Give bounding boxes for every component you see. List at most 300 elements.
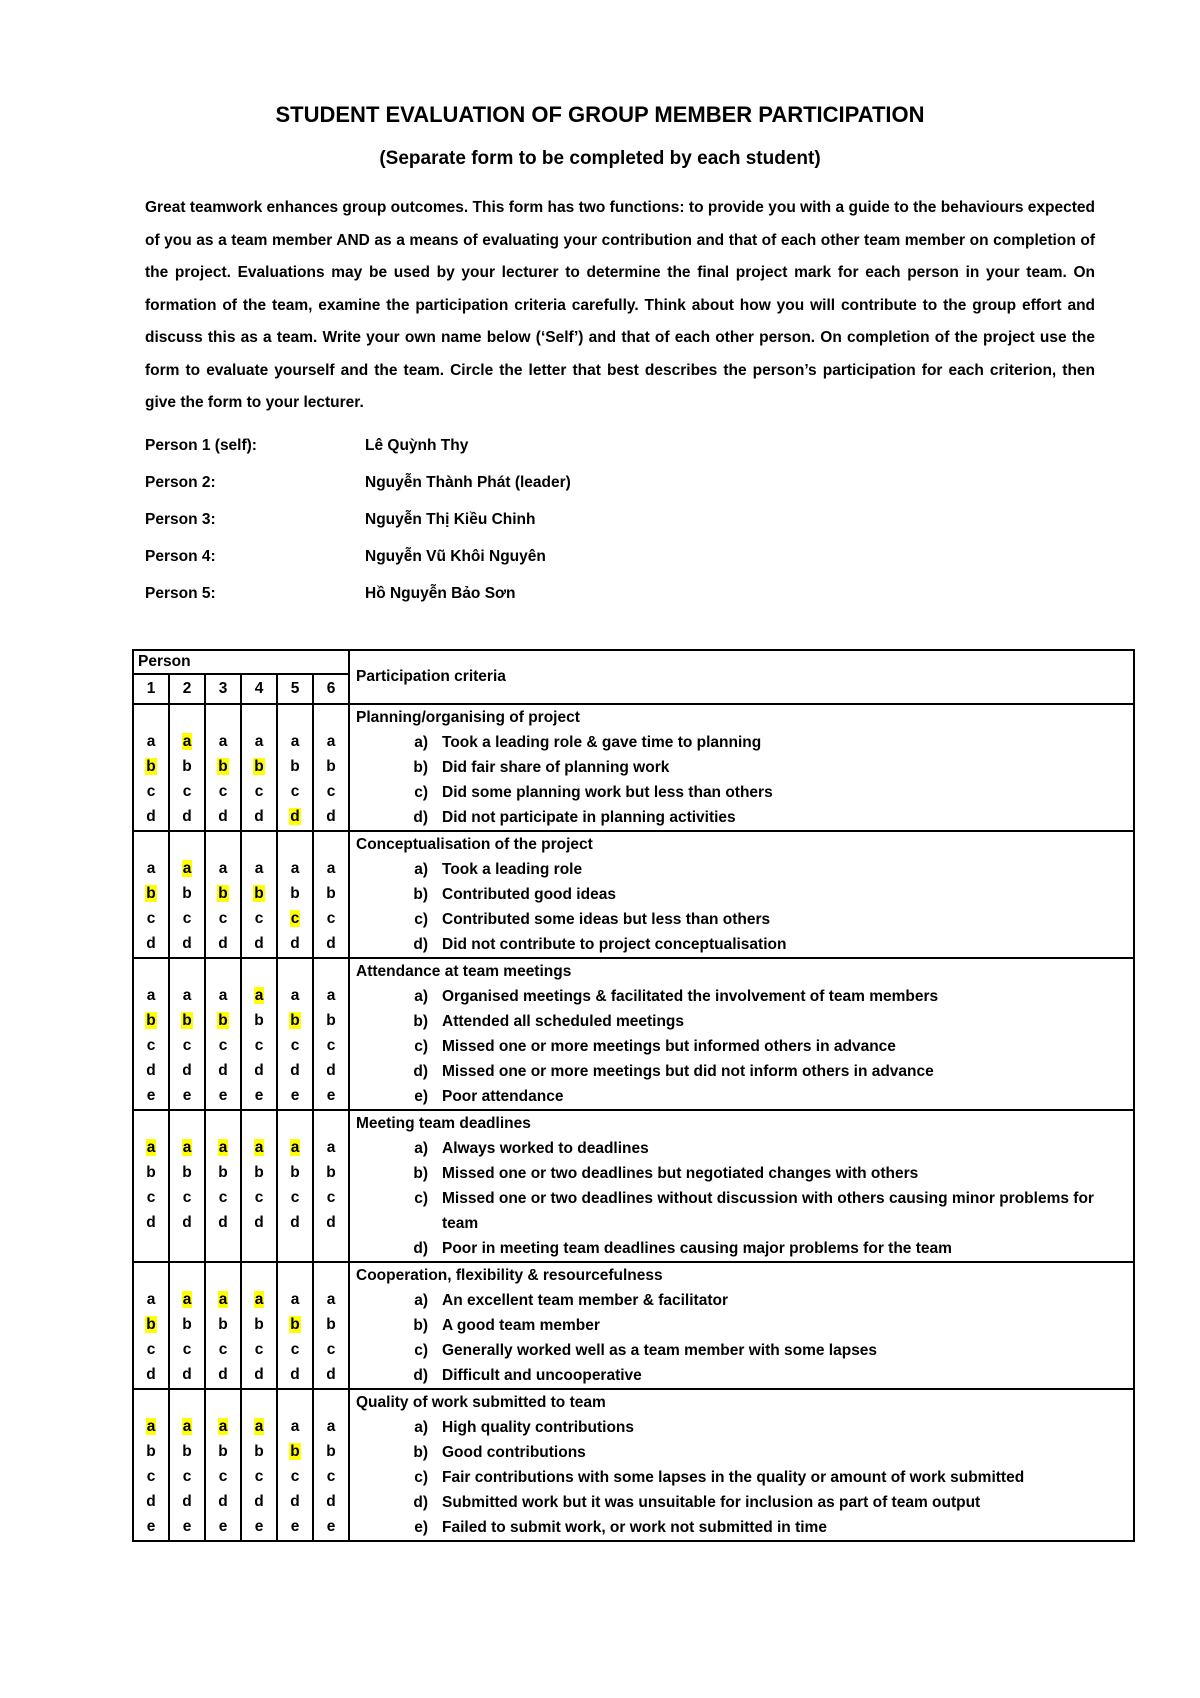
rating-letter-option[interactable]: [278, 1514, 312, 1539]
rating-letter-option[interactable]: [242, 931, 276, 956]
rating-letter-option[interactable]: [242, 1083, 276, 1108]
rating-letter-option[interactable]: [134, 1083, 168, 1108]
person-label: Person 3:: [145, 511, 216, 528]
rating-letter-option[interactable]: [134, 856, 168, 881]
rating-letter-option[interactable]: [170, 1210, 204, 1235]
rating-letter-selected[interactable]: [134, 754, 168, 779]
rating-letter-option[interactable]: [134, 1362, 168, 1387]
criterion-row: [133, 1110, 1134, 1262]
criterion-option: [356, 984, 1133, 1009]
rating-letter-option[interactable]: [206, 1210, 240, 1235]
rating-column-person-1: [133, 1110, 169, 1262]
rating-letter-selected[interactable]: [278, 906, 312, 931]
criterion-option: [356, 1084, 1133, 1109]
rating-letter-option[interactable]: [278, 754, 312, 779]
rating-column-person-1: [133, 1389, 169, 1541]
rating-letter: d: [326, 935, 336, 952]
rating-letter-option[interactable]: [170, 779, 204, 804]
option-text: Contributed some ideas but less than others: [442, 911, 771, 928]
rating-letter: a: [326, 733, 336, 750]
rating-letter-option[interactable]: [278, 1210, 312, 1235]
rating-letter-option[interactable]: [278, 1058, 312, 1083]
rating-letter-option[interactable]: [314, 1287, 348, 1312]
rating-letter-selected[interactable]: [242, 1287, 276, 1312]
rating-letter-option[interactable]: [278, 1160, 312, 1185]
rating-letter-selected[interactable]: [242, 881, 276, 906]
option-letter: d): [413, 1063, 428, 1080]
rating-letter-selected[interactable]: [242, 754, 276, 779]
criterion-option: [356, 1236, 1133, 1261]
rating-letter: d: [218, 808, 228, 825]
rating-letter: c: [218, 1189, 228, 1206]
option-letter: d): [413, 1367, 428, 1384]
rating-letter-option[interactable]: [314, 906, 348, 931]
rating-letter-selected[interactable]: [170, 1008, 204, 1033]
rating-column-person-4: [241, 958, 277, 1110]
rating-letter-option[interactable]: [314, 729, 348, 754]
rating-letter-option[interactable]: [206, 804, 240, 829]
rating-letter-option[interactable]: [314, 1083, 348, 1108]
rating-letter: c: [290, 1037, 300, 1054]
table-header-row: [133, 650, 1134, 674]
rating-letter: b: [326, 758, 336, 775]
rating-letter-option[interactable]: [170, 931, 204, 956]
rating-letter: a: [290, 1139, 300, 1156]
person-label: Person 1 (self):: [145, 437, 257, 454]
rating-letter-option[interactable]: [170, 1514, 204, 1539]
rating-letter-option[interactable]: [170, 1464, 204, 1489]
rating-letter-option[interactable]: [314, 1439, 348, 1464]
rating-letter: a: [182, 987, 192, 1004]
rating-letter: b: [218, 1012, 228, 1029]
rating-letter-option[interactable]: [242, 1514, 276, 1539]
option-letter: b): [413, 1013, 428, 1030]
rating-letter: a: [182, 1418, 192, 1435]
rating-letter-selected[interactable]: [278, 1135, 312, 1160]
criterion-option: [356, 1363, 1133, 1388]
rating-letter-option[interactable]: [314, 1033, 348, 1058]
rating-letter-option[interactable]: [134, 1287, 168, 1312]
rating-letter-option[interactable]: [278, 1362, 312, 1387]
rating-column-person-6: [313, 1262, 349, 1389]
rating-letter-option[interactable]: [170, 1489, 204, 1514]
option-text: Missed one or more meetings but informed others in advance: [442, 1038, 896, 1055]
person-header: Person: [133, 650, 349, 674]
rating-letter-option[interactable]: [278, 1083, 312, 1108]
rating-letter-option[interactable]: [314, 1414, 348, 1439]
rating-letter-selected[interactable]: [206, 1414, 240, 1439]
rating-letter-option[interactable]: [170, 983, 204, 1008]
rating-letter: d: [146, 1214, 156, 1231]
person-name: Nguyễn Thành Phát (leader): [365, 474, 571, 491]
rating-letter-option[interactable]: [134, 1464, 168, 1489]
person-number-2: 2: [169, 674, 205, 704]
criterion-row: [133, 1262, 1134, 1389]
rating-letter-option[interactable]: [314, 1489, 348, 1514]
rating-letter-option[interactable]: [134, 1058, 168, 1083]
rating-letter: d: [290, 808, 300, 825]
rating-letter-option[interactable]: [170, 804, 204, 829]
rating-letter: d: [182, 808, 192, 825]
rating-letter-option[interactable]: [134, 906, 168, 931]
rating-letter-option[interactable]: [314, 931, 348, 956]
option-letter: a): [414, 861, 428, 878]
option-text: Failed to submit work, or work not submitted in time: [442, 1519, 827, 1536]
criterion-option: [356, 857, 1133, 882]
rating-letter-option[interactable]: [170, 1439, 204, 1464]
rating-letter-option[interactable]: [170, 1312, 204, 1337]
rating-letter-option[interactable]: [242, 856, 276, 881]
rating-letter: d: [182, 1493, 192, 1510]
rating-letter-option[interactable]: [242, 1439, 276, 1464]
rating-letter-option[interactable]: [314, 983, 348, 1008]
option-text: Did not participate in planning activities: [442, 809, 736, 826]
option-letter: c): [414, 1342, 428, 1359]
rating-letter-option[interactable]: [278, 1464, 312, 1489]
rating-letter-option[interactable]: [314, 1058, 348, 1083]
rating-letter-selected[interactable]: [134, 1312, 168, 1337]
rating-letter-option[interactable]: [206, 1160, 240, 1185]
rating-letter: c: [254, 1189, 264, 1206]
rating-letter-option[interactable]: [134, 804, 168, 829]
rating-letter-option[interactable]: [242, 1464, 276, 1489]
criterion-option: [356, 907, 1133, 932]
rating-letter-selected[interactable]: [278, 1008, 312, 1033]
option-letter: a): [414, 1140, 428, 1157]
rating-letter-option[interactable]: [134, 1439, 168, 1464]
rating-letter: c: [146, 1468, 156, 1485]
rating-letter-option[interactable]: [170, 1058, 204, 1083]
rating-letter-option[interactable]: [242, 1489, 276, 1514]
rating-letter-option[interactable]: [278, 729, 312, 754]
option-text: Contributed good ideas: [442, 886, 616, 903]
rating-column-person-2: [169, 958, 205, 1110]
rating-letter-option[interactable]: [170, 881, 204, 906]
rating-letter-option[interactable]: [134, 1514, 168, 1539]
rating-letter: a: [254, 1291, 264, 1308]
rating-letter-option[interactable]: [206, 779, 240, 804]
rating-letter-selected[interactable]: [278, 1439, 312, 1464]
option-text: Did some planning work but less than others: [442, 784, 773, 801]
rating-letter-selected[interactable]: [170, 729, 204, 754]
rating-letter: d: [326, 1366, 336, 1383]
rating-letter-selected[interactable]: [170, 1414, 204, 1439]
rating-letter-option[interactable]: [206, 1439, 240, 1464]
rating-letter-option[interactable]: [242, 1058, 276, 1083]
person-number-4: 4: [241, 674, 277, 704]
rating-letter: a: [218, 860, 228, 877]
rating-letter-option[interactable]: [314, 1135, 348, 1160]
rating-letter-option[interactable]: [206, 1312, 240, 1337]
criterion-row: [133, 1389, 1134, 1541]
criterion-option: [356, 1059, 1133, 1084]
rating-letter: c: [254, 1468, 264, 1485]
rating-letter: c: [182, 783, 192, 800]
rating-letter: b: [326, 1012, 336, 1029]
rating-letter-option[interactable]: [278, 881, 312, 906]
rating-letter: b: [182, 1164, 192, 1181]
rating-column-person-4: [241, 831, 277, 958]
rating-letter-option[interactable]: [134, 1337, 168, 1362]
person-number-5: 5: [277, 674, 313, 704]
rating-letter-selected[interactable]: [170, 1287, 204, 1312]
rating-letter: c: [290, 910, 300, 927]
rating-letter-option[interactable]: [206, 1058, 240, 1083]
rating-letter-option[interactable]: [134, 1033, 168, 1058]
rating-letter-option[interactable]: [314, 1185, 348, 1210]
criterion-description: [349, 1389, 1134, 1541]
rating-letter: d: [182, 935, 192, 952]
rating-letter: e: [290, 1087, 300, 1104]
rating-letter: a: [254, 733, 264, 750]
rating-letter-selected[interactable]: [134, 881, 168, 906]
option-text: Good contributions: [442, 1444, 586, 1461]
criterion-title: Planning/organising of project: [356, 709, 580, 726]
rating-letter: b: [146, 885, 156, 902]
rating-column-person-3: [205, 958, 241, 1110]
rating-column-person-1: [133, 958, 169, 1110]
rating-letter-option[interactable]: [134, 1489, 168, 1514]
rating-letter-option[interactable]: [278, 779, 312, 804]
rating-letter-option[interactable]: [134, 931, 168, 956]
rating-letter-option[interactable]: [314, 856, 348, 881]
option-text: High quality contributions: [442, 1419, 635, 1436]
rating-letter: a: [254, 1418, 264, 1435]
rating-column-person-5: [277, 704, 313, 831]
criterion-option: [356, 1034, 1133, 1059]
rating-letter: d: [326, 1493, 336, 1510]
rating-letter-selected[interactable]: [206, 1008, 240, 1033]
rating-column-person-2: [169, 1262, 205, 1389]
rating-letter: d: [146, 935, 156, 952]
option-letter: c): [414, 1038, 428, 1055]
rating-letter-option[interactable]: [242, 906, 276, 931]
rating-letter-option[interactable]: [206, 1362, 240, 1387]
rating-letter: b: [146, 1164, 156, 1181]
rating-letter-option[interactable]: [278, 1287, 312, 1312]
criterion-description: [349, 1110, 1134, 1262]
rating-letter-option[interactable]: [242, 804, 276, 829]
rating-letter: b: [182, 1316, 192, 1333]
rating-letter-option[interactable]: [278, 931, 312, 956]
evaluation-table: [132, 649, 1135, 1542]
rating-letter-selected[interactable]: [134, 1008, 168, 1033]
rating-letter-option[interactable]: [278, 1337, 312, 1362]
rating-letter: c: [254, 783, 264, 800]
rating-letter-option[interactable]: [314, 1337, 348, 1362]
rating-letter-option[interactable]: [170, 1337, 204, 1362]
rating-letter: d: [290, 1366, 300, 1383]
rating-letter-option[interactable]: [170, 1160, 204, 1185]
rating-column-person-2: [169, 831, 205, 958]
rating-letter-option[interactable]: [170, 906, 204, 931]
rating-letter-option[interactable]: [242, 1362, 276, 1387]
rating-letter-option[interactable]: [242, 1160, 276, 1185]
option-text: Poor attendance: [442, 1088, 564, 1105]
option-text: Generally worked well as a team member with some lapses: [442, 1342, 878, 1359]
rating-letter: d: [146, 1366, 156, 1383]
rating-letter: c: [146, 910, 156, 927]
rating-column-person-6: [313, 1389, 349, 1541]
criterion-title: Quality of work submitted to team: [356, 1394, 606, 1411]
option-letter: b): [413, 759, 428, 776]
rating-letter-option[interactable]: [242, 1312, 276, 1337]
option-letter: d): [413, 936, 428, 953]
rating-letter: d: [326, 1214, 336, 1231]
rating-column-person-1: [133, 831, 169, 958]
rating-letter-option[interactable]: [134, 779, 168, 804]
rating-letter-option[interactable]: [206, 1514, 240, 1539]
rating-letter-option[interactable]: [170, 1033, 204, 1058]
rating-letter-option[interactable]: [242, 1210, 276, 1235]
rating-letter: d: [254, 935, 264, 952]
option-text: Took a leading role: [442, 861, 583, 878]
rating-letter: c: [326, 910, 336, 927]
rating-letter-selected[interactable]: [242, 983, 276, 1008]
rating-letter-option[interactable]: [314, 1464, 348, 1489]
option-text: Always worked to deadlines: [442, 1140, 649, 1157]
rating-letter-option[interactable]: [170, 1185, 204, 1210]
rating-letter: c: [146, 1189, 156, 1206]
rating-letter: b: [254, 885, 264, 902]
criterion-option: [356, 1440, 1133, 1465]
rating-letter-selected[interactable]: [206, 881, 240, 906]
rating-letter: b: [218, 885, 228, 902]
rating-letter-option[interactable]: [314, 1362, 348, 1387]
rating-letter-option[interactable]: [170, 1083, 204, 1108]
rating-letter-selected[interactable]: [134, 1414, 168, 1439]
rating-letter: d: [290, 1214, 300, 1231]
rating-letter-option[interactable]: [206, 931, 240, 956]
rating-letter-option[interactable]: [242, 1008, 276, 1033]
rating-letter-option[interactable]: [242, 1337, 276, 1362]
rating-letter-option[interactable]: [242, 1033, 276, 1058]
option-text: Difficult and uncooperative: [442, 1367, 642, 1384]
rating-letter-option[interactable]: [134, 729, 168, 754]
rating-letter-option[interactable]: [314, 881, 348, 906]
rating-letter-selected[interactable]: [170, 856, 204, 881]
rating-letter: b: [146, 1012, 156, 1029]
rating-letter: c: [290, 1341, 300, 1358]
rating-letter-option[interactable]: [206, 1185, 240, 1210]
rating-letter: b: [326, 1316, 336, 1333]
rating-letter-option[interactable]: [242, 779, 276, 804]
rating-column-person-4: [241, 704, 277, 831]
criterion-title: Conceptualisation of the project: [356, 836, 593, 853]
rating-letter-option[interactable]: [134, 1185, 168, 1210]
rating-letter-selected[interactable]: [206, 754, 240, 779]
rating-letter-option[interactable]: [278, 983, 312, 1008]
intro-paragraph: Great teamwork enhances group outcomes. This form has two functions: to provide you with a guide to the behaviours expected of you as a team member AND as a means of evaluating your contribution and that of each other team member on completion of the project. Evaluations may be used by your lecturer to determine the final project mark for each person in your team. On formation of the team, examine the participation criteria carefully. Think about how you will contribute to the group effort and discuss this as a team. Write your own name below (‘Self’) and that of each other person. On completion of the project use the form to evaluate yourself and the team. Circle the letter that best describes the person’s participation for each criterion, then give the form to your lecturer.: [145, 199, 1095, 411]
option-text: Did not contribute to project conceptualisation: [442, 936, 787, 953]
person-name: Hồ Nguyễn Bảo Sơn: [365, 585, 516, 602]
rating-letter: e: [254, 1518, 264, 1535]
rating-letter-selected[interactable]: [242, 1135, 276, 1160]
rating-letter-option[interactable]: [134, 1160, 168, 1185]
rating-letter-option[interactable]: [314, 1312, 348, 1337]
rating-letter: d: [218, 1214, 228, 1231]
rating-letter-option[interactable]: [206, 1083, 240, 1108]
rating-letter: a: [290, 733, 300, 750]
option-letter: e): [414, 1519, 428, 1536]
rating-letter-option[interactable]: [134, 1210, 168, 1235]
rating-letter-option[interactable]: [206, 983, 240, 1008]
rating-letter-option[interactable]: [314, 754, 348, 779]
option-text: Missed one or more meetings but did not inform others in advance: [442, 1063, 934, 1080]
rating-column-person-5: [277, 1389, 313, 1541]
rating-letter: b: [326, 885, 336, 902]
rating-letter: c: [254, 1037, 264, 1054]
rating-letter-option[interactable]: [314, 1008, 348, 1033]
rating-letter-option[interactable]: [242, 729, 276, 754]
rating-letter: c: [254, 910, 264, 927]
rating-letter-option[interactable]: [206, 1033, 240, 1058]
criterion-row: [133, 958, 1134, 1110]
rating-letter: d: [182, 1214, 192, 1231]
rating-letter: d: [146, 1493, 156, 1510]
rating-letter-option[interactable]: [314, 804, 348, 829]
rating-letter-option[interactable]: [170, 1362, 204, 1387]
rating-letter-option[interactable]: [314, 1514, 348, 1539]
rating-column-person-3: [205, 831, 241, 958]
page-title: STUDENT EVALUATION OF GROUP MEMBER PARTICIPATION: [275, 102, 925, 127]
rating-letter: a: [254, 860, 264, 877]
rating-letter: e: [218, 1518, 228, 1535]
rating-letter-option[interactable]: [278, 1414, 312, 1439]
rating-letter-option[interactable]: [278, 1033, 312, 1058]
rating-letter-selected[interactable]: [170, 1135, 204, 1160]
rating-letter: a: [254, 987, 264, 1004]
rating-letter: b: [182, 758, 192, 775]
rating-letter: d: [326, 1062, 336, 1079]
rating-letter: c: [326, 1189, 336, 1206]
rating-letter-option[interactable]: [314, 779, 348, 804]
option-letter: b): [413, 1317, 428, 1334]
rating-column-person-3: [205, 704, 241, 831]
rating-letter-selected[interactable]: [242, 1414, 276, 1439]
rating-letter-option[interactable]: [206, 1489, 240, 1514]
rating-letter-option[interactable]: [206, 906, 240, 931]
rating-letter: a: [146, 860, 156, 877]
rating-letter-option[interactable]: [134, 983, 168, 1008]
rating-letter-option[interactable]: [242, 1185, 276, 1210]
option-letter: a): [414, 1292, 428, 1309]
rating-letter: c: [182, 1341, 192, 1358]
rating-letter-option[interactable]: [278, 1489, 312, 1514]
option-text: Missed one or two deadlines without discussion with others causing minor problems for team: [442, 1190, 1094, 1232]
rating-letter: a: [326, 1418, 336, 1435]
rating-letter-option[interactable]: [278, 1185, 312, 1210]
rating-letter-selected[interactable]: [134, 1135, 168, 1160]
rating-letter-option[interactable]: [206, 729, 240, 754]
rating-letter: b: [146, 1316, 156, 1333]
rating-letter-option[interactable]: [314, 1160, 348, 1185]
rating-letter-selected[interactable]: [278, 804, 312, 829]
rating-letter: a: [146, 733, 156, 750]
rating-letter-option[interactable]: [278, 856, 312, 881]
rating-letter-selected[interactable]: [206, 1287, 240, 1312]
option-letter: d): [413, 1494, 428, 1511]
rating-letter-option[interactable]: [206, 856, 240, 881]
rating-letter-option[interactable]: [206, 1337, 240, 1362]
rating-letter-option[interactable]: [170, 754, 204, 779]
rating-letter-option[interactable]: [206, 1464, 240, 1489]
criteria-header: Participation criteria: [349, 650, 1134, 704]
rating-letter: e: [326, 1518, 336, 1535]
rating-letter-selected[interactable]: [206, 1135, 240, 1160]
rating-letter-option[interactable]: [314, 1210, 348, 1235]
rating-letter-selected[interactable]: [278, 1312, 312, 1337]
